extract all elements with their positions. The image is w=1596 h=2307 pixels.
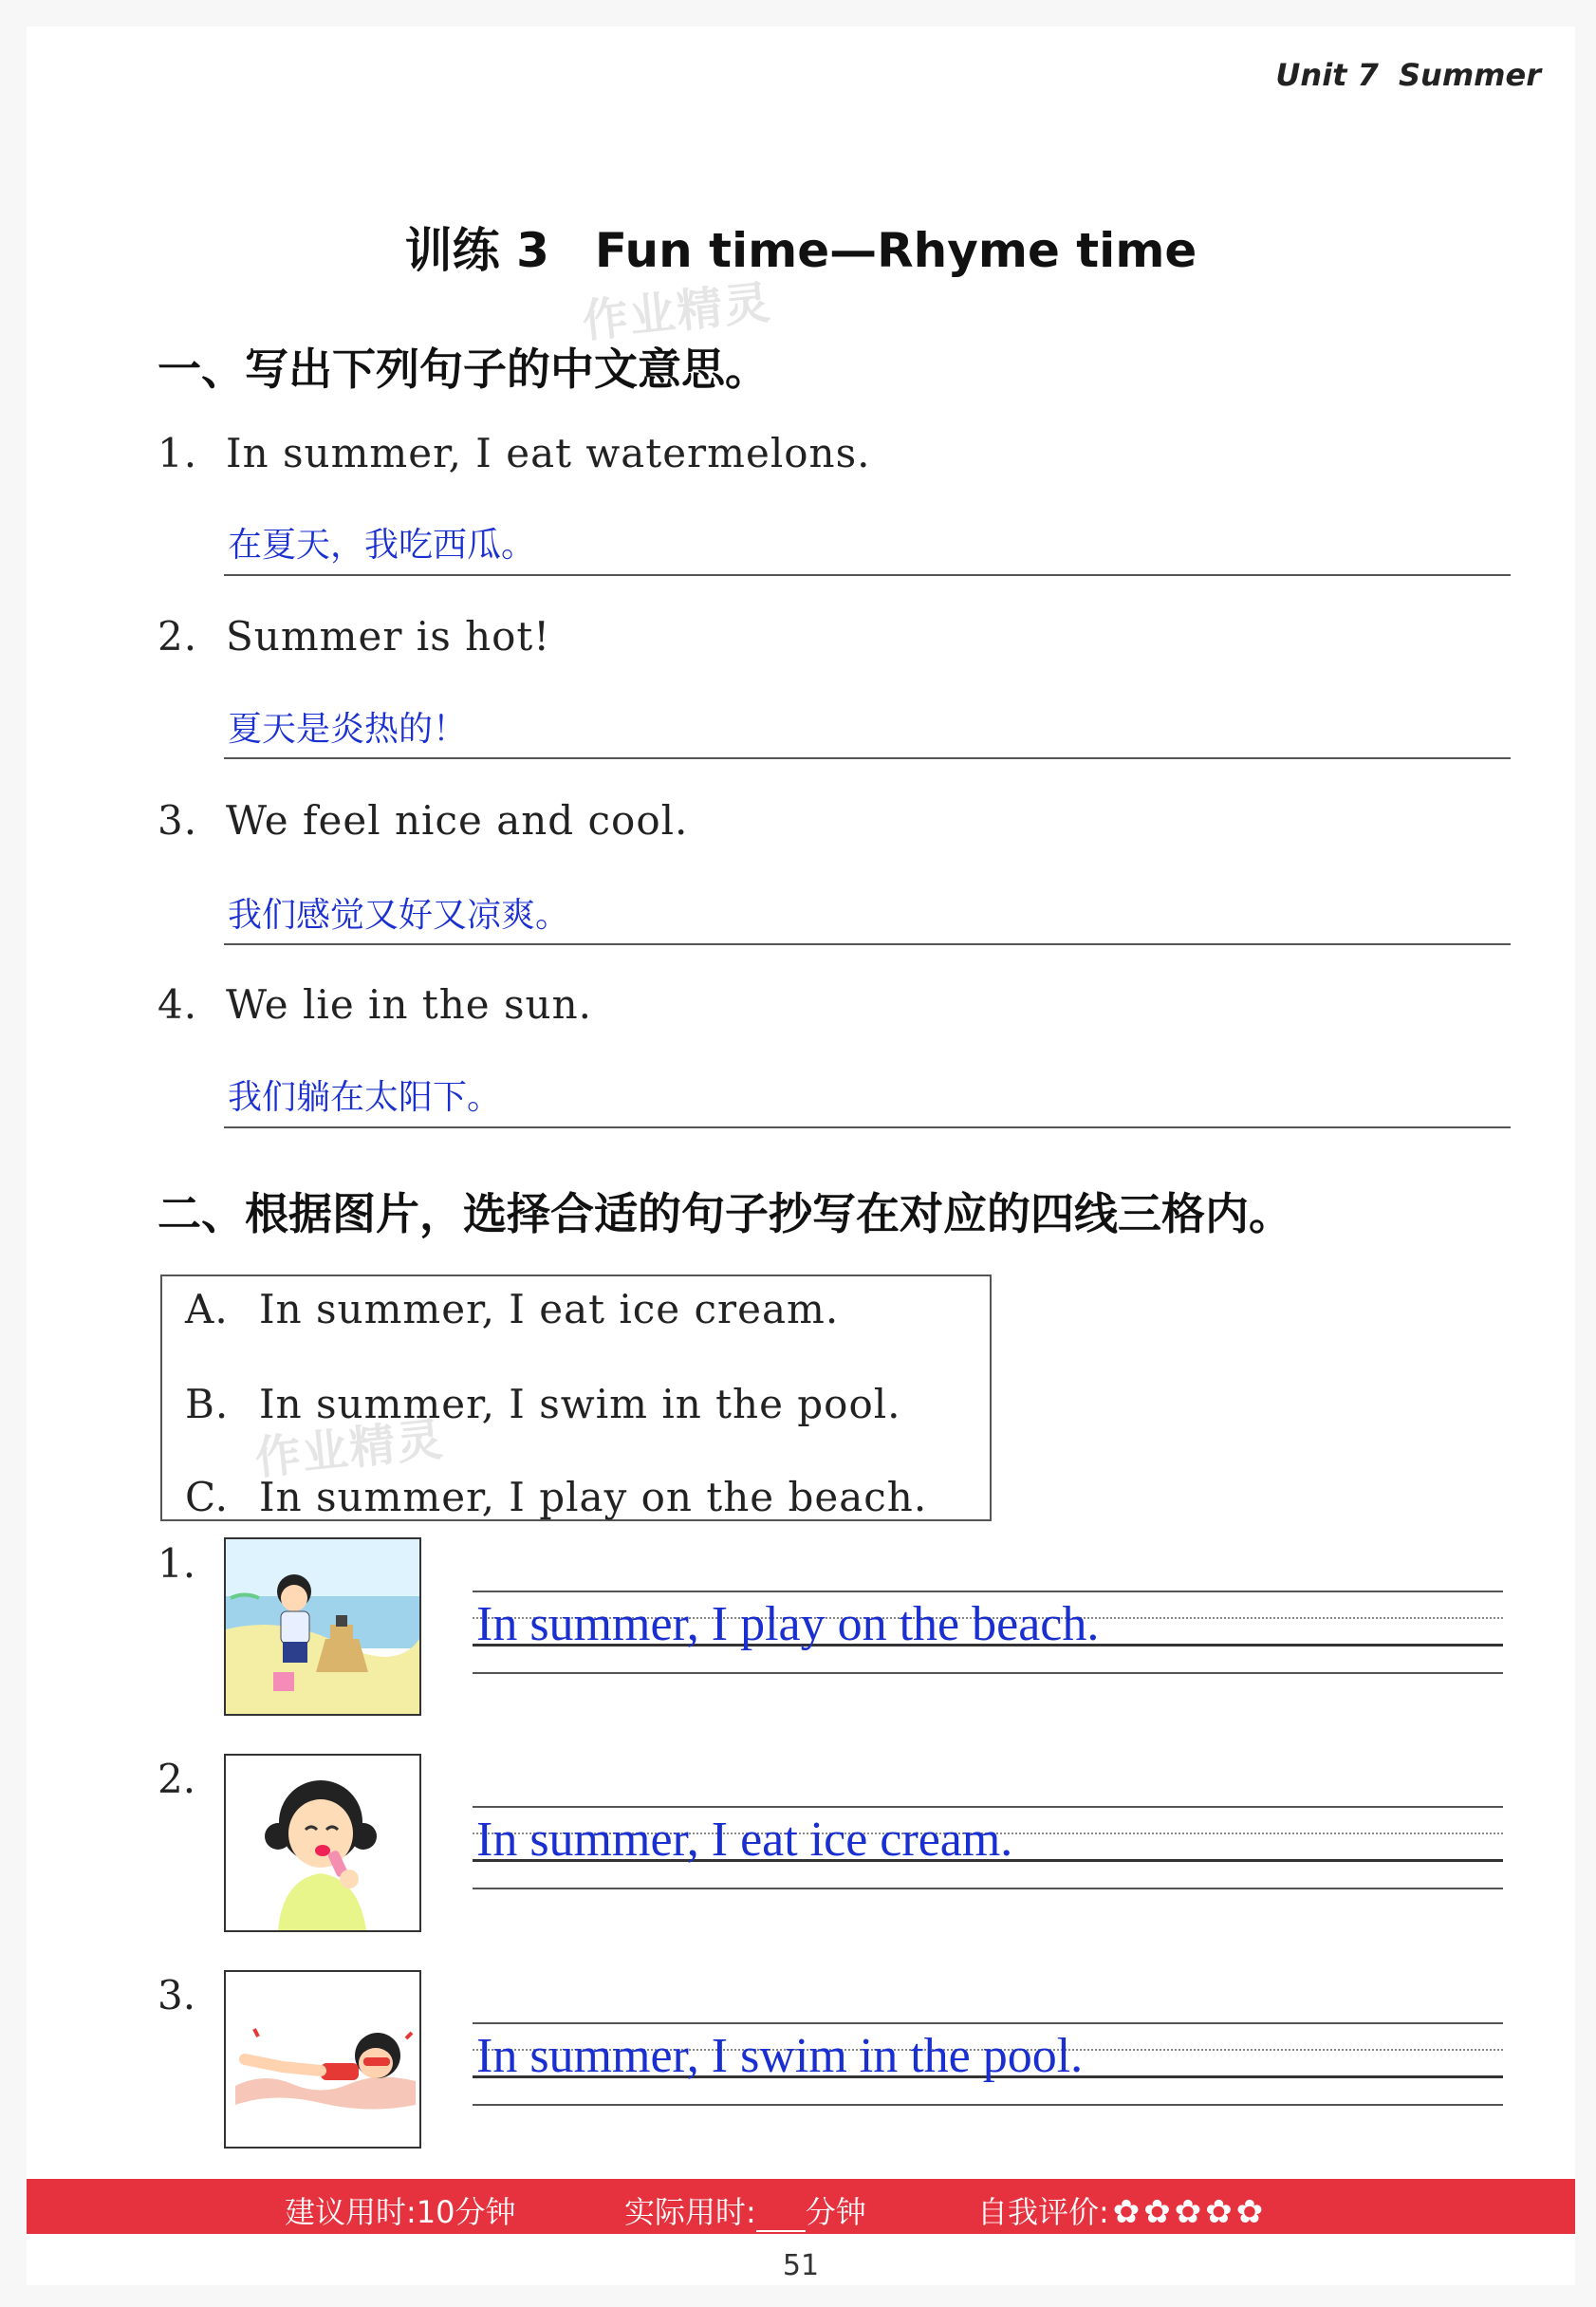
answer-line [224, 574, 1511, 576]
unit-topic: Summer [1399, 57, 1541, 93]
choice-a [185, 1286, 839, 1332]
question-text: In summer, I eat watermelons. [226, 430, 871, 476]
question-text: We feel nice and cool. [226, 797, 689, 844]
question-number: 2. [158, 613, 198, 660]
picture-item-number: 1. [158, 1540, 196, 1587]
question-number: 1. [158, 430, 198, 476]
four-line-grid [473, 1591, 1503, 1674]
suggested-time: 建议用时:10分钟 [285, 2194, 516, 2230]
section1-heading: 一、写出下列句子的中文意思。 [158, 344, 769, 395]
question-text: We lie in the sun. [226, 981, 592, 1028]
self-evaluation [977, 2188, 1263, 2232]
handwritten-answer: In summer, I swim in the pool. [476, 2029, 1084, 2083]
unit-label: Unit 7 [1275, 57, 1379, 93]
section2-heading: 二、根据图片，选择合适的句子抄写在对应的四线三格内。 [158, 1188, 1292, 1239]
four-line-grid [473, 2022, 1503, 2106]
answer-3: 我们感觉又好又凉爽。 [228, 896, 570, 935]
question-1 [158, 430, 871, 476]
flower-icon[interactable]: ✿ [1112, 2193, 1141, 2231]
actual-time-label: 实际用时: [624, 2194, 756, 2230]
footer-bar [27, 2179, 1575, 2234]
answer-2: 夏天是炎热的！ [228, 710, 468, 749]
question-3 [158, 797, 688, 844]
choice-text: In summer, I eat ice cream. [259, 1286, 840, 1332]
flower-icon[interactable]: ✿ [1174, 2193, 1202, 2231]
answer-line [224, 757, 1511, 759]
flower-icon[interactable]: ✿ [1205, 2193, 1233, 2231]
actual-time [624, 2188, 866, 2232]
worksheet-page [27, 27, 1575, 2285]
unit-header [1266, 57, 1541, 93]
answer-line [224, 1126, 1511, 1128]
choice-letter: C. [185, 1474, 229, 1520]
watermark: 作业精灵 [580, 275, 774, 349]
picture-item-number: 2. [158, 1756, 196, 1802]
handwritten-answer: In summer, I eat ice cream. [476, 1813, 1013, 1867]
flower-icon[interactable]: ✿ [1143, 2193, 1171, 2231]
actual-time-unit: 分钟 [805, 2194, 866, 2230]
choice-text: In summer, I play on the beach. [259, 1474, 928, 1520]
question-number: 4. [158, 981, 198, 1028]
choice-letter: B. [185, 1381, 230, 1427]
four-line-grid [473, 1806, 1503, 1889]
self-eval-label: 自我评价: [977, 2194, 1109, 2230]
answer-4: 我们躺在太阳下。 [228, 1078, 502, 1117]
child-playing-on-beach-image [224, 1537, 421, 1716]
actual-time-blank[interactable] [756, 2202, 806, 2232]
page-title [27, 213, 1575, 281]
question-2 [158, 613, 550, 660]
answer-1: 在夏天，我吃西瓜。 [228, 526, 536, 565]
page-number: 51 [782, 2249, 820, 2282]
choice-text: In summer, I swim in the pool. [259, 1381, 901, 1427]
choice-letter: A. [185, 1286, 229, 1332]
title-number: 训练 3 [404, 223, 549, 278]
watermark: 作业精灵 [252, 1412, 447, 1486]
question-text: Summer is hot! [226, 613, 551, 660]
flower-icon[interactable]: ✿ [1235, 2193, 1264, 2231]
question-number: 3. [158, 797, 198, 844]
handwritten-answer: In summer, I play on the beach. [476, 1597, 1100, 1651]
title-text: Fun time—Rhyme time [594, 223, 1197, 278]
question-4 [158, 981, 592, 1028]
girl-eating-ice-cream-image [224, 1754, 421, 1932]
picture-item-number: 3. [158, 1972, 196, 2019]
child-swimming-image [224, 1970, 421, 2149]
answer-line [224, 943, 1511, 945]
